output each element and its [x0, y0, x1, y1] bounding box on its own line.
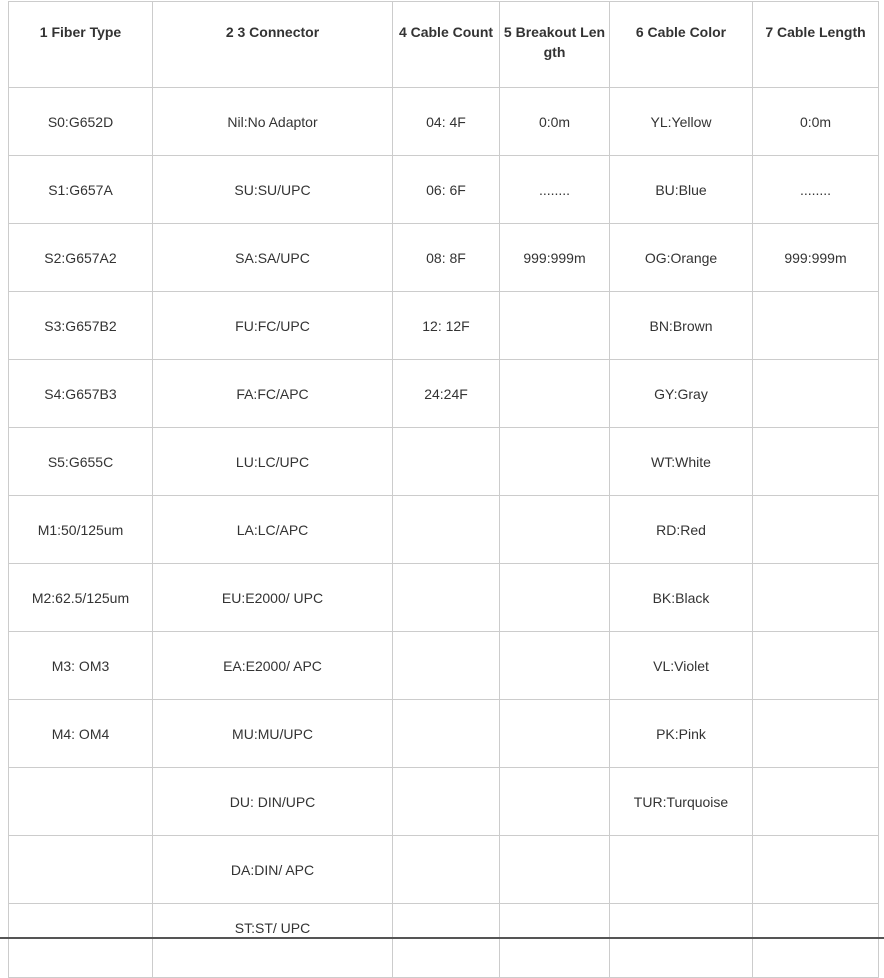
- cable-length-cell: 0:0m: [753, 88, 879, 156]
- cable-color-cell: BN:Brown: [610, 292, 753, 360]
- cable-length-cell: [753, 564, 879, 632]
- cable-count-cell: [393, 700, 500, 768]
- cable-color-cell: GY:Gray: [610, 360, 753, 428]
- connector-cell: LA:LC/APC: [153, 496, 393, 564]
- fiber-type-cell: [9, 836, 153, 904]
- fiber-type-cell: S3:G657B2: [9, 292, 153, 360]
- cable-count-cell: [393, 768, 500, 836]
- table-row: [9, 564, 879, 632]
- cable-count-cell: 08: 8F: [393, 224, 500, 292]
- breakout-length-cell: ........: [500, 156, 610, 224]
- cable-count-cell: 06: 6F: [393, 156, 500, 224]
- cable-length-cell: [753, 836, 879, 904]
- header-row: [9, 2, 879, 88]
- cable-length-cell: [753, 292, 879, 360]
- breakout-length-cell: [500, 904, 610, 978]
- cable-count-cell: [393, 496, 500, 564]
- header-cable-count: 4 Cable Count: [393, 2, 500, 88]
- table-row: [9, 428, 879, 496]
- fiber-type-cell: S2:G657A2: [9, 224, 153, 292]
- cable-color-cell: OG:Orange: [610, 224, 753, 292]
- table-row: [9, 904, 879, 978]
- fiber-type-cell: S5:G655C: [9, 428, 153, 496]
- connector-cell: SU:SU/UPC: [153, 156, 393, 224]
- breakout-length-cell: [500, 632, 610, 700]
- cable-count-cell: 04: 4F: [393, 88, 500, 156]
- fiber-type-cell: S4:G657B3: [9, 360, 153, 428]
- cable-color-cell: YL:Yellow: [610, 88, 753, 156]
- cable-length-cell: [753, 496, 879, 564]
- cable-color-cell: RD:Red: [610, 496, 753, 564]
- connector-cell: DA:DIN/ APC: [153, 836, 393, 904]
- breakout-length-cell: [500, 360, 610, 428]
- connector-cell: Nil:No Adaptor: [153, 88, 393, 156]
- connector-cell: MU:MU/UPC: [153, 700, 393, 768]
- table-row: [9, 700, 879, 768]
- connector-cell: LU:LC/UPC: [153, 428, 393, 496]
- fiber-type-cell: [9, 768, 153, 836]
- connector-cell: FA:FC/APC: [153, 360, 393, 428]
- cable-length-cell: 999:999m: [753, 224, 879, 292]
- breakout-length-cell: [500, 564, 610, 632]
- connector-cell: SA:SA/UPC: [153, 224, 393, 292]
- cable-length-cell: [753, 632, 879, 700]
- header-cable-length: 7 Cable Length: [753, 2, 879, 88]
- cable-length-cell: [753, 700, 879, 768]
- fiber-type-cell: M4: OM4: [9, 700, 153, 768]
- connector-cell: ST:ST/ UPC: [153, 904, 393, 978]
- cable-length-cell: [753, 768, 879, 836]
- cable-color-cell: PK:Pink: [610, 700, 753, 768]
- cable-count-cell: [393, 564, 500, 632]
- table-row: [9, 88, 879, 156]
- cable-color-cell: BK:Black: [610, 564, 753, 632]
- breakout-length-cell: [500, 768, 610, 836]
- cable-count-cell: 24:24F: [393, 360, 500, 428]
- cable-count-cell: [393, 428, 500, 496]
- breakout-length-cell: 999:999m: [500, 224, 610, 292]
- breakout-length-cell: [500, 496, 610, 564]
- cable-length-cell: [753, 428, 879, 496]
- fiber-type-cell: S0:G652D: [9, 88, 153, 156]
- cable-length-cell: [753, 904, 879, 978]
- breakout-length-cell: 0:0m: [500, 88, 610, 156]
- table-row: [9, 156, 879, 224]
- connector-cell: EA:E2000/ APC: [153, 632, 393, 700]
- cable-color-cell: TUR:Turquoise: [610, 768, 753, 836]
- cable-color-cell: BU:Blue: [610, 156, 753, 224]
- header-breakout-length: 5 Breakout Length: [500, 2, 610, 88]
- cable-length-cell: ........: [753, 156, 879, 224]
- header-cable-color: 6 Cable Color: [610, 2, 753, 88]
- cable-color-cell: [610, 836, 753, 904]
- breakout-length-cell: [500, 428, 610, 496]
- cable-length-cell: [753, 360, 879, 428]
- connector-cell: FU:FC/UPC: [153, 292, 393, 360]
- table-row: [9, 224, 879, 292]
- table-row: [9, 632, 879, 700]
- table-row: [9, 292, 879, 360]
- table-row: [9, 768, 879, 836]
- cable-color-cell: VL:Violet: [610, 632, 753, 700]
- breakout-length-cell: [500, 836, 610, 904]
- connector-cell: EU:E2000/ UPC: [153, 564, 393, 632]
- cable-count-cell: [393, 836, 500, 904]
- connector-cell: DU: DIN/UPC: [153, 768, 393, 836]
- header-fiber-type: 1 Fiber Type: [9, 2, 153, 88]
- fiber-spec-table: [8, 1, 879, 978]
- table-body: [9, 88, 879, 978]
- breakout-length-cell: [500, 292, 610, 360]
- spec-table-container: [8, 1, 878, 978]
- fiber-type-cell: S1:G657A: [9, 156, 153, 224]
- fiber-type-cell: [9, 904, 153, 978]
- fiber-type-cell: M2:62.5/125um: [9, 564, 153, 632]
- table-row: [9, 836, 879, 904]
- table-row: [9, 496, 879, 564]
- cable-color-cell: [610, 904, 753, 978]
- cable-count-cell: [393, 632, 500, 700]
- cable-color-cell: WT:White: [610, 428, 753, 496]
- table-row: [9, 360, 879, 428]
- breakout-length-cell: [500, 700, 610, 768]
- fiber-type-cell: M1:50/125um: [9, 496, 153, 564]
- cable-count-cell: [393, 904, 500, 978]
- header-connector: 2 3 Connector: [153, 2, 393, 88]
- cable-count-cell: 12: 12F: [393, 292, 500, 360]
- fiber-type-cell: M3: OM3: [9, 632, 153, 700]
